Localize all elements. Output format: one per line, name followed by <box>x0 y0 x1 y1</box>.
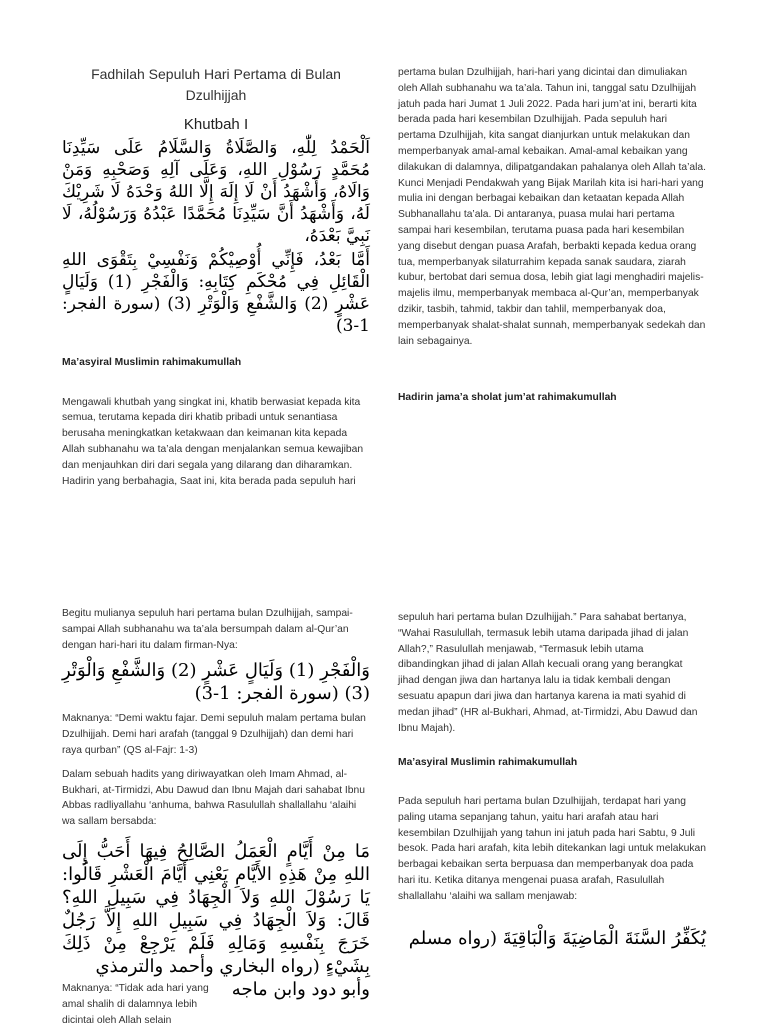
arabic-hadith-arafah: يُكَفِّرُ السَّنَةَ الْمَاضِيَةَ وَالْبَاقِيَةَ (رواه مسلم <box>408 927 706 949</box>
section-heading: Ma’asyiral Muslimin rahimakumullah <box>398 756 578 768</box>
page-bottom-left-column <box>62 606 370 1028</box>
section-heading: Ma’asyiral Muslimin rahimakumullah <box>62 357 242 369</box>
hadith-footer-line <box>62 978 370 1028</box>
paragraph: pertama bulan Dzulhijjah, hari-hari yang dicintai dan dimuliakan oleh Allah subhanahu wa ta’ala. Tahun ini, tanggal satu Dzulhijjah jatuh pada hari Jumat 1 Juli 2022. Pada hari jum’at ini, berarti kita berada pada hari kesembilan Dzulhijjah. Pada sepuluh hari pertama Dzulhijjah, kita sangat dianjurkan untuk melakukan dan memperbanyak amal-amal kebaikan. Amal-amal kebaikan yang dilakukan di dalamnya, dilipatgandakan pahalanya oleh Allah ta’ala. Kunci Menjadi Pendakwah yang Bijak Marilah kita isi hari-hari yang mulia ini dengan berbagai kebaikan dan ketaatan kepada Allah Subhanallahu ta’ala. Di antaranya, puasa mulai hari pertama sampai hari kesembilan, terutama puasa pada hari kesembilan yang disebut dengan puasa Arafah, berbakti kepada kedua orang tua, memperbanyak silaturrahim kepada sanak saudara, ziarah kubur, bertobat dari semua dosa, lebih giat lagi menghadiri majelis-majelis ilmu, memperbanyak membaca al-Qur’an, memperbanyak dzikir, tasbih, tahmid, takbir dan tahlil, memperbanyak doa, memperbanyak shalat-shalat sunnah, memperbanyak sedekah dan lain sebagainya. <box>398 67 706 347</box>
paragraph: Maknanya: “Demi waktu fajar. Demi sepuluh malam pertama bulan Dzulhijjah. Demi hari arafah (tanggal 9 Dzulhijjah) dan demi hari raya qurban” (QS al-Fajr: 1-3) <box>62 713 366 756</box>
paragraph: Maknanya: “Tidak ada hari yang amal shalih di dalamnya lebih dicintai oleh Allah selain <box>62 982 209 1026</box>
paragraph: sepuluh hari pertama bulan Dzulhijjah.” Para sahabat bertanya, “Wahai Rasulullah, termasuk lebih utama daripada jihad di jalan Allah?,” Rasulullah menjawab, “Termasuk lebih utama dibandingkan jihad di jalan Allah kecuali orang yang berangkat jihad dengan jiwa dan hartanya lalu ia tidak kembali dengan sesuatu apapun dari jiwa dan hartanya karena ia mati syahid di medan jihad” (HR al-Bukhari, Ahmad, at-Tirmidzi, Abu Dawud dan Ibnu Majah). <box>398 612 698 734</box>
page-top-left-column <box>62 64 370 489</box>
paragraph: Dalam sebuah hadits yang diriwayatkan oleh Imam Ahmad, al-Bukhari, at-Tirmidzi, Abu Dawud dan Ibnu Majah dari sahabat Ibnu Abbas radliyallahu ‘anhuma, bahwa Rasulullah shallallahu ‘alaihi wa sallam bersabda: <box>62 768 365 828</box>
arabic-opening: اَلْحَمْدُ لِلّٰهِ، وَالصَّلَاةُ وَالسَّلَامُ عَلَى سَيِّدِنَا مُحَمَّدٍ رَسُوْلِ اللهِ، وَعَلَى آلِهِ وَصَحْبِهِ وَمَنْ وَالَاهُ، وَأَشْهَدُ أَنْ لَا إِلَهَ إِلَّا اللهُ وَحْدَهُ لَا شَرِيْكَ لَهُ، وَأَشْهَدُ أَنَّ سَيِّدِنَا مُحَمَّدًا عَبْدُهُ وَرَسُوْلُهُ، لَا نَبِيَّ بَعْدَهُ، <box>62 138 370 246</box>
khutbah-heading: Khutbah I <box>183 116 249 133</box>
arabic-verse: وَالْفَجْرِ (1) وَلَيَالٍ عَشْرٍ (2) وَالشَّفْعِ وَالْوَتْرِ (3) (سورة الفجر: 1-3) <box>62 660 370 705</box>
page-bottom-right-column <box>398 610 706 950</box>
page-bottom <box>0 580 768 1024</box>
paragraph: Mengawali khutbah yang singkat ini, khatib berwasiat kepada kita semua, terutama kepada diri khatib pribadi untuk senantiasa berusaha meningkatkan ketakwaan dan keimanan kita kepada Allah subhanahu wa ta’ala dengan menjalankan semua kewajiban dan menjauhkan diri dari segala yang dilarang dan diharamkan. Hadirin yang berbahagia, Saat ini, kita berada pada sepuluh hari <box>62 396 364 487</box>
paragraph: Pada sepuluh hari pertama bulan Dzulhijjah, terdapat hari yang paling utama sepanjang tahun, yaitu hari arafah atau hari kesembilan Dzulhijjah yang tahun ini jatuh pada hari Sabtu, 9 Juli besok. Pada hari arafah, kita lebih ditekankan lagi untuk melakukan berbagai kebaikan serta berpuasa dan memperbanyak doa pada hari itu. Ketika ditanya mengenai puasa arafah, Rasulullah shallallahu ‘alaihi wa sallam menjawab: <box>398 795 706 902</box>
arabic-hadith-source: وأبو دود وابن ماجه <box>231 978 370 1000</box>
arabic-hadith: مَا مِنْ أَيَّامٍ الْعَمَلُ الصَّالِحُ فِيهَا أَحَبُّ إِلَى اللهِ مِنْ هَذِهِ الأَيَّامِ يَعْنِي أَيَّامَ الْعَشْرِ قَالُوا: يَا رَسُوْلَ اللهِ وَلاَ الْجِهَادُ فِي سَبِيلِ اللهِ؟ قَالَ: وَلاَ الْجِهَادُ فِي سَبِيلِ اللهِ إِلاَّ رَجُلٌ خَرَجَ بِنَفْسِهِ وَمَالِهِ فَلَمْ يَرْجِعْ مِنْ ذَلِكَ بِشَيْءٍ (رواه البخاري وأحمد والترمذي <box>62 840 370 977</box>
arabic-wasiat: أَمَّا بَعْدُ، فَإِنِّي أُوْصِيْكُمْ وَنَفْسِيْ بِتَقْوَى اللهِ الْقَائِلِ فِي مُحْكَمِ كِتَابِهِ: وَالْفَجْرِ (1) وَلَيَالٍ عَشْرٍ (2) وَالشَّفْعِ وَالْوَتْرِ (3) (سورة الفجر: 1-3) <box>62 250 371 336</box>
document-title: Fadhilah Sepuluh Hari Pertama di Bulan Dzulhijjah <box>91 66 341 103</box>
section-heading: Hadirin jama’a sholat jum’at rahimakumullah <box>398 391 617 403</box>
paragraph: Begitu mulianya sepuluh hari pertama bulan Dzulhijjah, sampai-sampai Allah subhanahu wa ta’ala bersumpah dalam al-Qur’an dengan hari-hari itu dalam firman-Nya: <box>62 608 353 651</box>
page-top-right-column <box>398 65 706 415</box>
